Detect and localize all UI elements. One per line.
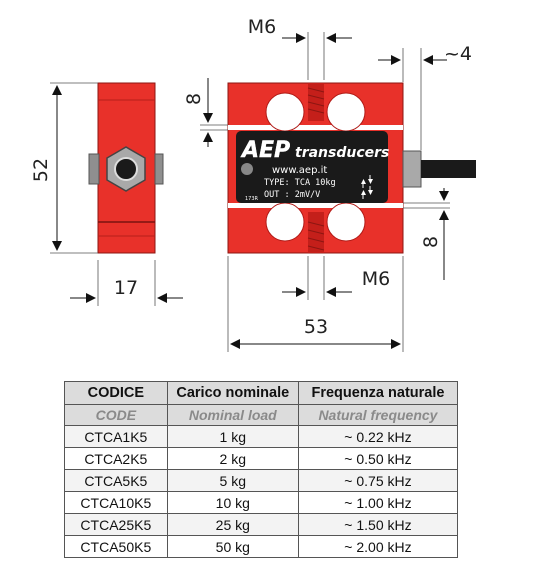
table-header-row bbox=[65, 382, 458, 405]
dim-thread-bottom-label: M6 bbox=[361, 268, 391, 290]
header-frequency-en: Natural frequency bbox=[298, 405, 457, 426]
brand-logo: AEP bbox=[242, 138, 291, 163]
cell-code: CTCA1K5 bbox=[65, 426, 168, 448]
dimension-thread-bottom bbox=[282, 256, 390, 300]
dim-front-width-label: 53 bbox=[303, 316, 329, 338]
spec-table bbox=[64, 381, 458, 558]
dim-protrusion-label: ~4 bbox=[443, 43, 473, 65]
dimension-side-width bbox=[70, 260, 183, 306]
cell-code: CTCA25K5 bbox=[65, 514, 168, 536]
dimension-thread-top bbox=[248, 16, 352, 80]
cell-code: CTCA2K5 bbox=[65, 448, 168, 470]
dimension-height bbox=[30, 83, 98, 253]
cell-code: CTCA5K5 bbox=[65, 470, 168, 492]
dim-gap-bottom-label: 8 bbox=[420, 235, 442, 249]
table-row bbox=[65, 426, 458, 448]
cell-load: 2 kg bbox=[167, 448, 298, 470]
header-code: CODICE bbox=[65, 382, 168, 405]
header-load-en: Nominal load bbox=[167, 405, 298, 426]
header-code-en: CODE bbox=[65, 405, 168, 426]
dim-gap-top-label: 8 bbox=[183, 92, 205, 106]
cell-code: CTCA50K5 bbox=[65, 536, 168, 558]
table-row bbox=[65, 492, 458, 514]
dim-thread-top-label: M6 bbox=[247, 16, 277, 38]
brand-suffix: transducers bbox=[295, 145, 390, 161]
dimension-gap-bottom bbox=[403, 188, 450, 280]
table-header-row-en bbox=[65, 405, 458, 426]
label-code: 173R bbox=[245, 196, 259, 202]
dim-height-label: 52 bbox=[30, 157, 52, 183]
cell-load: 50 kg bbox=[167, 536, 298, 558]
cell-load: 5 kg bbox=[167, 470, 298, 492]
cell-frequency: ~ 0.75 kHz bbox=[298, 470, 457, 492]
table-row bbox=[65, 536, 458, 558]
header-load: Carico nominale bbox=[167, 382, 298, 405]
dim-side-width-label: 17 bbox=[113, 277, 139, 299]
cell-frequency: ~ 2.00 kHz bbox=[298, 536, 457, 558]
label-url: www.aep.it bbox=[272, 165, 328, 176]
label-type: TYPE: TCA 10kg bbox=[264, 178, 336, 188]
cell-frequency: ~ 1.00 kHz bbox=[298, 492, 457, 514]
table-row bbox=[65, 470, 458, 492]
label-out: OUT : 2mV/V bbox=[264, 190, 321, 200]
side-view bbox=[89, 83, 163, 253]
dimension-gap-top bbox=[183, 78, 228, 147]
cell-load: 1 kg bbox=[167, 426, 298, 448]
front-view bbox=[228, 83, 476, 253]
cell-load: 10 kg bbox=[167, 492, 298, 514]
table-row bbox=[65, 448, 458, 470]
cell-frequency: ~ 1.50 kHz bbox=[298, 514, 457, 536]
play-icon bbox=[241, 163, 253, 175]
cell-frequency: ~ 0.50 kHz bbox=[298, 448, 457, 470]
cell-code: CTCA10K5 bbox=[65, 492, 168, 514]
cell-load: 25 kg bbox=[167, 514, 298, 536]
table-row bbox=[65, 514, 458, 536]
cell-frequency: ~ 0.22 kHz bbox=[298, 426, 457, 448]
header-frequency: Frequenza naturale bbox=[298, 382, 457, 405]
product-label bbox=[236, 131, 389, 203]
